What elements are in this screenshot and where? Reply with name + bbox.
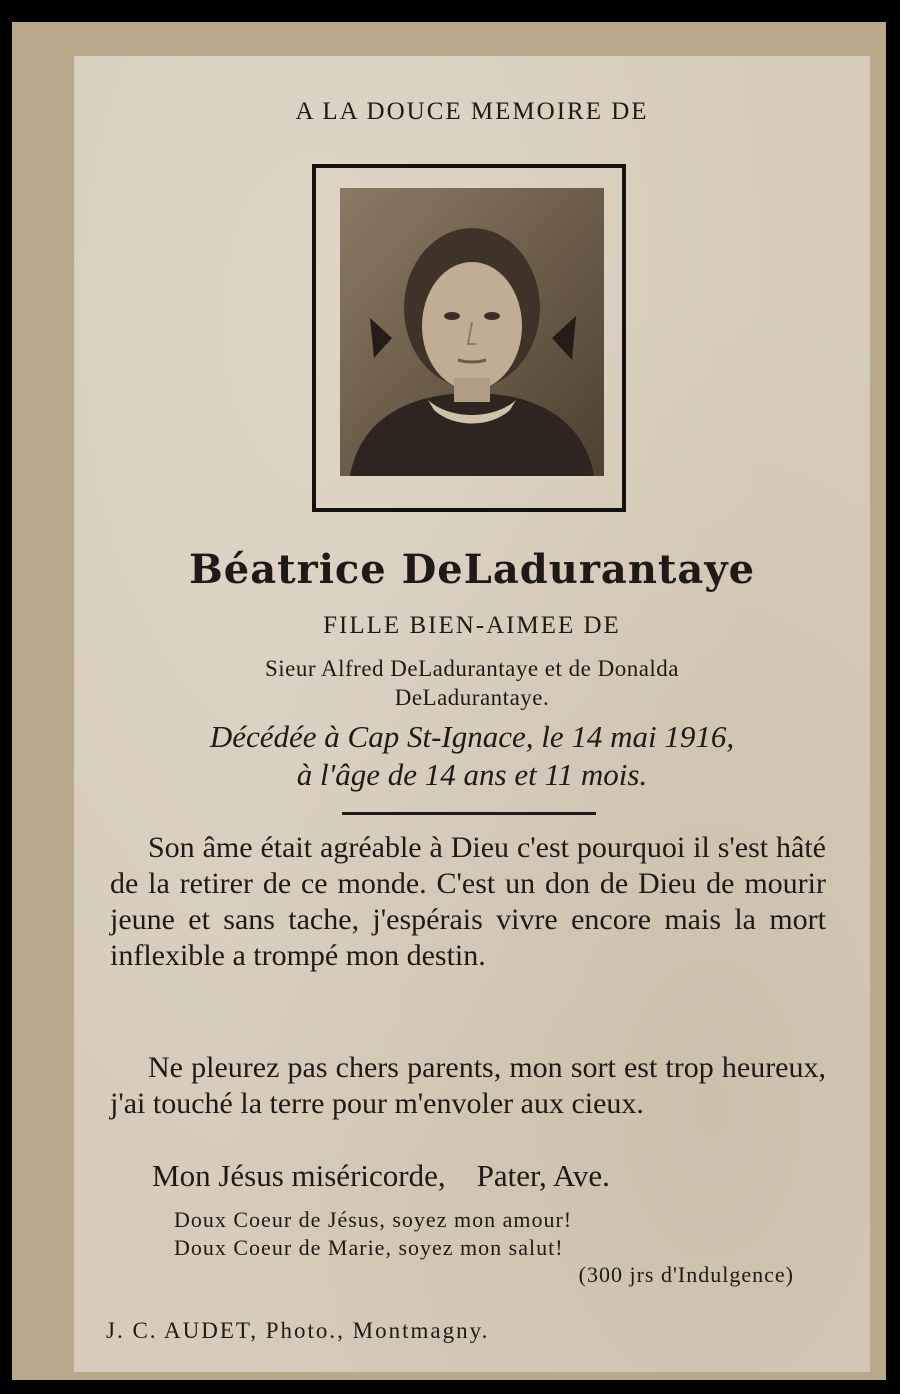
parents-names: [134, 654, 810, 712]
photographer-credit: J. C. AUDET, Photo., Montmagny.: [106, 1318, 490, 1343]
invocation-1: Doux Coeur de Jésus, soyez mon amour!: [174, 1207, 573, 1232]
memorial-card: [74, 56, 870, 1372]
portrait-frame: [312, 164, 626, 512]
indulgence-note: (300 jrs d'Indulgence): [578, 1262, 794, 1287]
death-line-2: à l'âge de 14 ans et 11 mois.: [296, 757, 648, 792]
divider-rule: [342, 812, 596, 815]
parents-line-2: DeLadurantaye.: [394, 685, 550, 710]
card-header: A LA DOUCE MEMOIRE DE: [295, 98, 649, 125]
parents-line-1: Sieur Alfred DeLadurantaye et de Donalda: [264, 656, 680, 681]
invocation-2: Doux Coeur de Marie, soyez mon salut!: [174, 1235, 564, 1260]
portrait-photo: [340, 188, 604, 476]
card-mat: [12, 22, 886, 1380]
relation-subtitle: FILLE BIEN-AIMEE DE: [323, 612, 621, 639]
invocations: [174, 1206, 814, 1262]
prayer-line: Mon Jésus miséricorde, Pater, Ave.: [152, 1158, 610, 1193]
verse-paragraph-1: Son âme était agréable à Dieu c'est pourquoi il s'est hâté de la retirer de ce monde. C'est un don de Dieu de mourir jeune et sans tache, j'espérais vivre encore mais la mort inflexible a trompé mon destin.: [110, 831, 826, 972]
death-notice: [94, 718, 850, 794]
death-line-1: Décédée à Cap St-Ignace, le 14 mai 1916,: [209, 719, 735, 754]
verse-paragraph-2: Ne pleurez pas chers parents, mon sort est trop heureux, j'ai touché la terre pour m'envoler aux cieux.: [110, 1051, 826, 1120]
deceased-name: Béatrice DeLadurantaye: [188, 546, 756, 593]
portrait-illustration: [340, 188, 604, 476]
